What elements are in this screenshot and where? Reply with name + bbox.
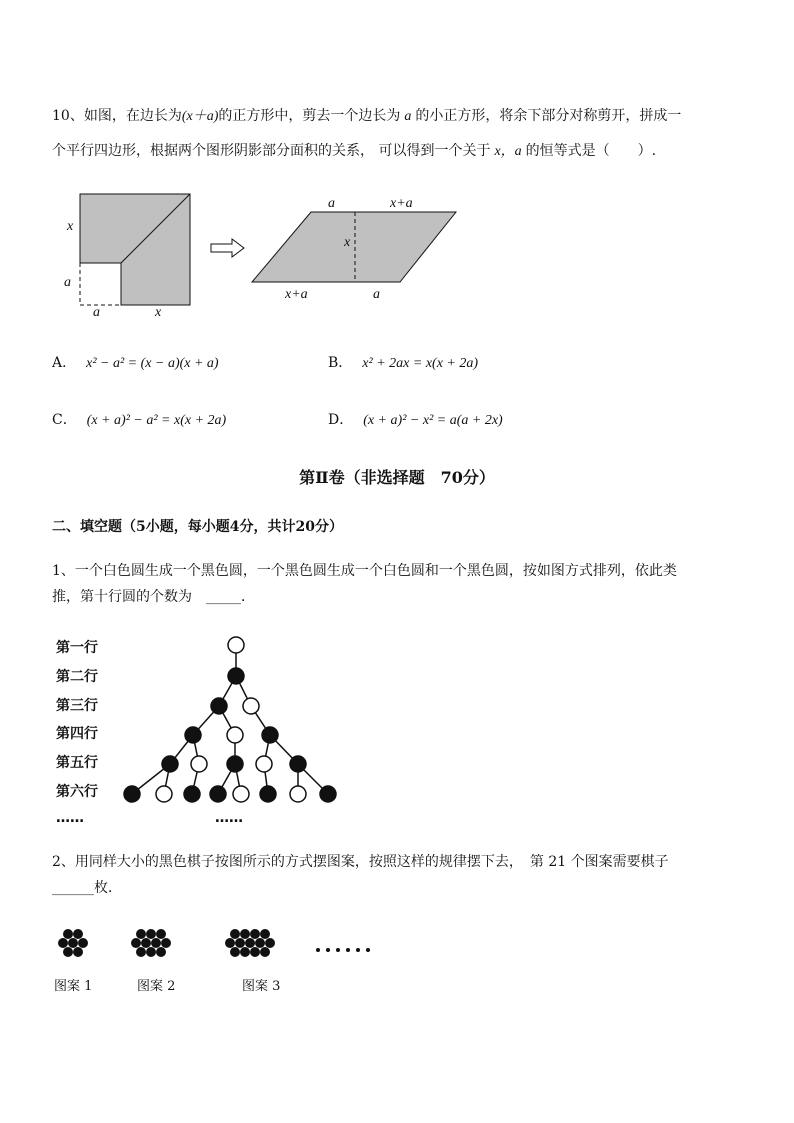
pg-top-a: a	[328, 196, 335, 211]
transform-arrow-icon	[210, 238, 246, 258]
option-b-expr: x² + 2ax = x(x + 2a)	[362, 356, 479, 371]
parallelogram-figure	[245, 190, 465, 305]
option-b-label: B．	[328, 355, 353, 371]
option-a[interactable]	[52, 353, 219, 374]
option-a-label: A．	[52, 355, 77, 371]
q1-line2: 推，第十行圆的个数为 _____．	[52, 589, 255, 605]
row-label-6: 第六行	[56, 784, 98, 800]
sq-label-x-left: x	[67, 219, 74, 234]
pg-bot-xa: x+a	[285, 287, 308, 302]
row-label-2: 第二行	[56, 669, 98, 685]
q10-line1-expr: (x＋a)	[181, 109, 219, 124]
tree-node-white	[243, 698, 259, 714]
q10-line1-var: a	[404, 109, 412, 124]
sq-label-a-left: a	[64, 275, 71, 290]
pattern-figure	[50, 925, 380, 965]
q10-line2	[52, 141, 656, 162]
option-b[interactable]	[328, 353, 478, 374]
pg-bot-a: a	[373, 287, 380, 302]
q10-line1-a: 10、如图，在边长为	[52, 108, 182, 124]
tree-node-black	[184, 786, 200, 802]
tree-node-black	[210, 786, 226, 802]
q2-line2: ______枚．	[52, 880, 122, 896]
square-figure	[55, 185, 205, 320]
tree-node-white	[290, 786, 306, 802]
option-c-label: C．	[52, 412, 77, 428]
pattern-caption-3: 图案 3	[242, 979, 281, 994]
q10-line1-c: 的小正方形，将余下部分对称剪开，拼成一	[415, 108, 682, 124]
pattern-2	[131, 929, 171, 957]
tree-node-black	[260, 786, 276, 802]
q10-line1-b: 的正方形中，剪去一个边长为	[218, 108, 401, 124]
tree-node-black	[320, 786, 336, 802]
q1-line1: 1、一个白色圆生成一个黑色圆，一个黑色圆生成一个白色圆和一个黑色圆，按如图方式排列，依此类	[52, 563, 677, 579]
option-d-expr: (x + a)² − x² = a(a + 2x)	[363, 413, 503, 428]
tree-node-white	[191, 756, 207, 772]
option-d[interactable]	[328, 410, 503, 431]
row-label-ellipsis: ……	[56, 810, 84, 826]
tree-node-white	[227, 727, 243, 743]
row-label-5: 第五行	[56, 755, 98, 771]
section-title: 第Ⅱ卷（非选择题 70分）	[299, 468, 495, 487]
sq-label-x-bottom: x	[155, 305, 162, 320]
row-label-3: 第三行	[56, 698, 98, 714]
tree-node-black	[290, 756, 306, 772]
q2-line1: 2、用同样大小的黑色棋子按图所示的方式摆图案，按照这样的规律摆下去， 第 21 个图案需要棋子	[52, 854, 669, 870]
option-d-label: D．	[328, 412, 354, 428]
tree-node-black	[211, 698, 227, 714]
circle-tree-figure	[50, 630, 350, 830]
tree-node-white	[156, 786, 172, 802]
tree-node-white	[228, 637, 244, 653]
tree-node-white	[233, 786, 249, 802]
row-label-1: 第一行	[56, 640, 98, 656]
part-title: 二、填空题（5小题，每小题4分，共计20分）	[52, 519, 343, 535]
option-a-expr: x² − a² = (x − a)(x + a)	[86, 356, 219, 371]
q10-line2-vars: x，a	[494, 144, 522, 159]
q10-line2-end: 的恒等式是（ ）.	[525, 143, 657, 159]
q10-line1	[52, 106, 681, 127]
tree-node-black	[162, 756, 178, 772]
q10-line2-text: 个平行四边形，根据两个图形阴影部分面积的关系， 可以得到一个关于	[52, 143, 491, 159]
sq-label-a-bottom: a	[93, 305, 100, 320]
row-label-4: 第四行	[56, 726, 98, 742]
pattern-3	[225, 929, 275, 957]
pattern-caption-1: 图案 1	[54, 979, 93, 994]
pattern-continuation-dots	[316, 948, 370, 952]
tree-node-black	[262, 727, 278, 743]
tree-node-black	[124, 786, 140, 802]
parallelogram-shaded	[252, 212, 456, 282]
tree-node-white	[256, 756, 272, 772]
tree-node-black	[185, 727, 201, 743]
option-c-expr: (x + a)² − a² = x(x + 2a)	[86, 413, 227, 428]
tree-node-black	[227, 756, 243, 772]
pg-mid-x: x	[344, 235, 351, 250]
pattern-1	[58, 929, 88, 957]
option-c[interactable]	[52, 410, 226, 431]
pattern-caption-2: 图案 2	[137, 979, 176, 994]
pg-top-xa: x+a	[390, 196, 413, 211]
tree-ellipsis: ……	[215, 810, 243, 826]
tree-node-black	[228, 668, 244, 684]
